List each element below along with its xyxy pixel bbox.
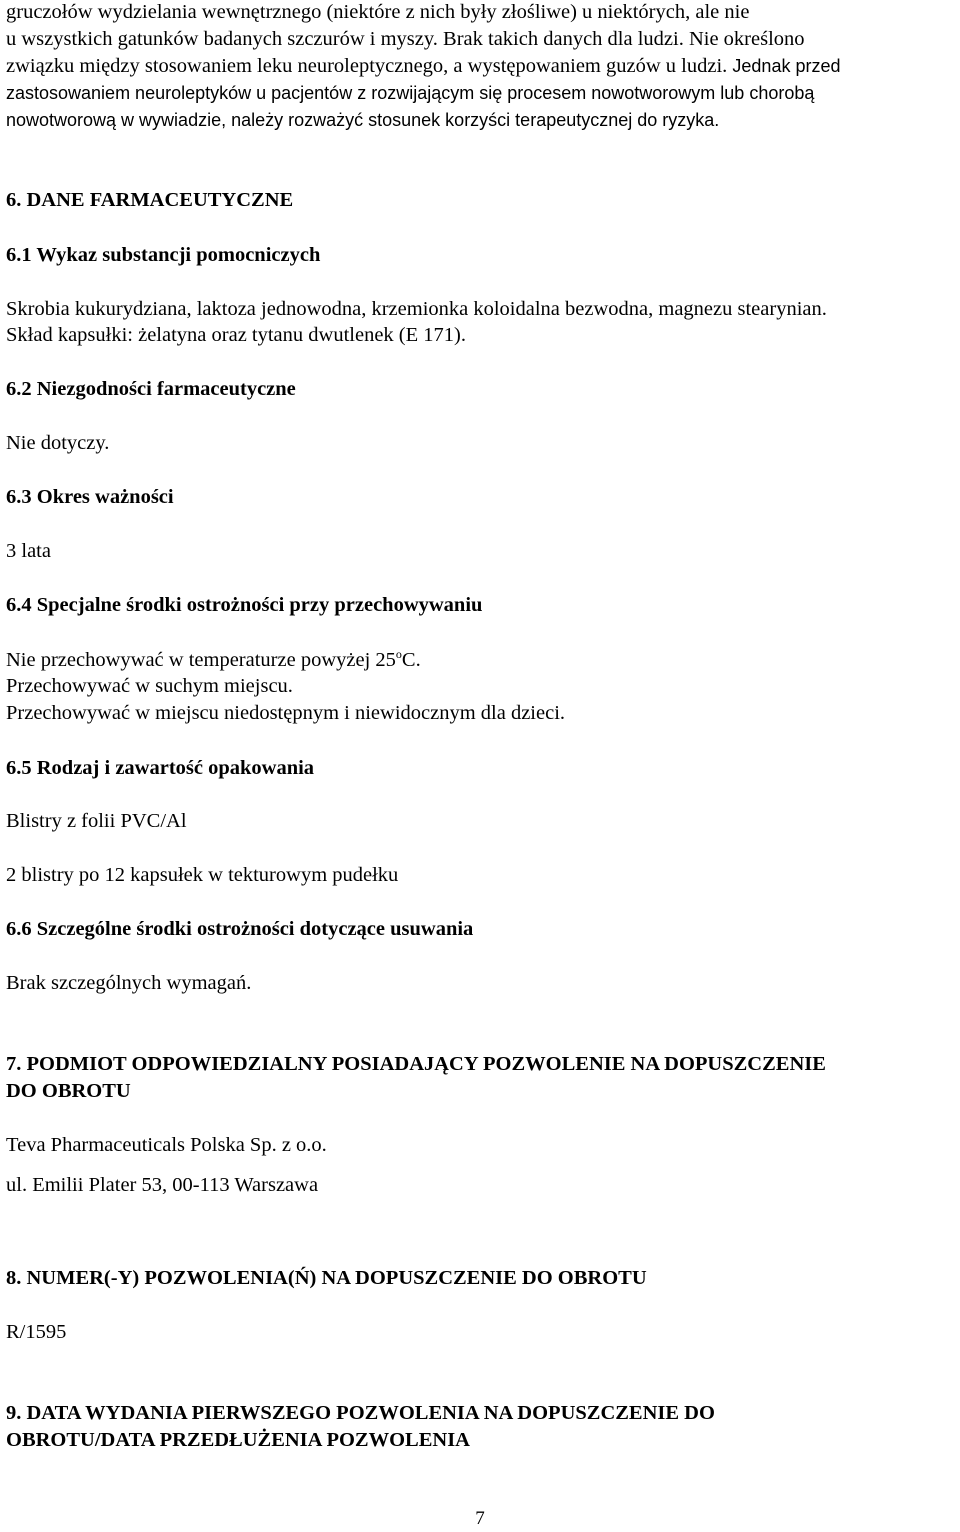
intro-line-2: u wszystkich gatunków badanych szczurów i myszy. Brak takich danych dla ludzi. Nie określono xyxy=(6,28,805,50)
section-6-6-text: Brak szczególnych wymagań. xyxy=(6,972,252,994)
section-6-2-text: Nie dotyczy. xyxy=(6,432,110,454)
section-7-address: ul. Emilii Plater 53, 00-113 Warszawa xyxy=(6,1174,319,1196)
section-8-heading: 8. NUMER(-Y) POZWOLENIA(Ń) NA DOPUSZCZENIE DO OBROTU xyxy=(6,1267,647,1289)
section-6-6-heading: 6.6 Szczególne środki ostrożności dotyczące usuwania xyxy=(6,918,474,940)
section-6-4-line-3: Przechowywać w miejscu niedostępnym i niewidocznym dla dzieci. xyxy=(6,702,566,724)
section-6-5-line-1: Blistry z folii PVC/Al xyxy=(6,810,187,832)
intro-line-3-sans: Jednak przed xyxy=(732,56,841,76)
section-6-2-heading: 6.2 Niezgodności farmaceutyczne xyxy=(6,378,296,400)
section-8-number: R/1595 xyxy=(6,1321,67,1343)
section-6-4-line-2: Przechowywać w suchym miejscu. xyxy=(6,675,293,697)
intro-line-5: nowotworową w wywiadzie, należy rozważyć stosunek korzyści terapeutycznej do ryzyka. xyxy=(6,110,720,130)
degree-sign: o xyxy=(395,647,402,661)
section-9-heading-line-2: OBROTU/DATA PRZEDŁUŻENIA POZWOLENIA xyxy=(6,1429,470,1451)
section-6-1-line-1: Skrobia kukurydziana, laktoza jednowodna, krzemionka koloidalna bezwodna, magnezu stearynian. xyxy=(6,298,827,320)
section-7-company: Teva Pharmaceuticals Polska Sp. z o.o. xyxy=(6,1134,327,1156)
section-6-4-line-1 xyxy=(6,647,421,674)
section-6-3-text: 3 lata xyxy=(6,540,51,562)
intro-line-1: gruczołów wydzielania wewnętrznego (niektóre z nich były złośliwe) u niektórych, ale nie xyxy=(6,1,750,23)
intro-line-3-serif: związku między stosowaniem leku neuroleptycznego, a występowaniem guzów u ludzi. xyxy=(6,55,728,77)
section-6-1-line-2: Skład kapsułki: żelatyna oraz tytanu dwutlenek (E 171). xyxy=(6,324,466,346)
section-6-heading: 6. DANE FARMACEUTYCZNE xyxy=(6,189,294,211)
storage-temp-unit: C. xyxy=(401,649,421,671)
section-6-4-heading: 6.4 Specjalne środki ostrożności przy przechowywaniu xyxy=(6,594,483,616)
intro-line-3 xyxy=(6,53,956,80)
storage-temp-text: Nie przechowywać w temperaturze powyżej 25 xyxy=(6,649,396,671)
intro-paragraph xyxy=(6,0,956,134)
intro-line-4: zastosowaniem neuroleptyków u pacjentów z rozwijającym się procesem nowotworowym lub chorobą xyxy=(6,83,815,103)
section-7-heading-line-2: DO OBROTU xyxy=(6,1080,131,1102)
section-6-1-heading: 6.1 Wykaz substancji pomocniczych xyxy=(6,244,321,266)
page-number: 7 xyxy=(475,1508,485,1529)
section-9-heading-line-1: 9. DATA WYDANIA PIERWSZEGO POZWOLENIA NA DOPUSZCZENIE DO xyxy=(6,1402,715,1424)
section-6-5-heading: 6.5 Rodzaj i zawartość opakowania xyxy=(6,757,315,779)
section-7-heading-line-1: 7. PODMIOT ODPOWIEDZIALNY POSIADAJĄCY POZWOLENIE NA DOPUSZCZENIE xyxy=(6,1053,826,1075)
section-6-5-line-2: 2 blistry po 12 kapsułek w tekturowym pudełku xyxy=(6,864,399,886)
section-6-3-heading: 6.3 Okres ważności xyxy=(6,486,174,508)
